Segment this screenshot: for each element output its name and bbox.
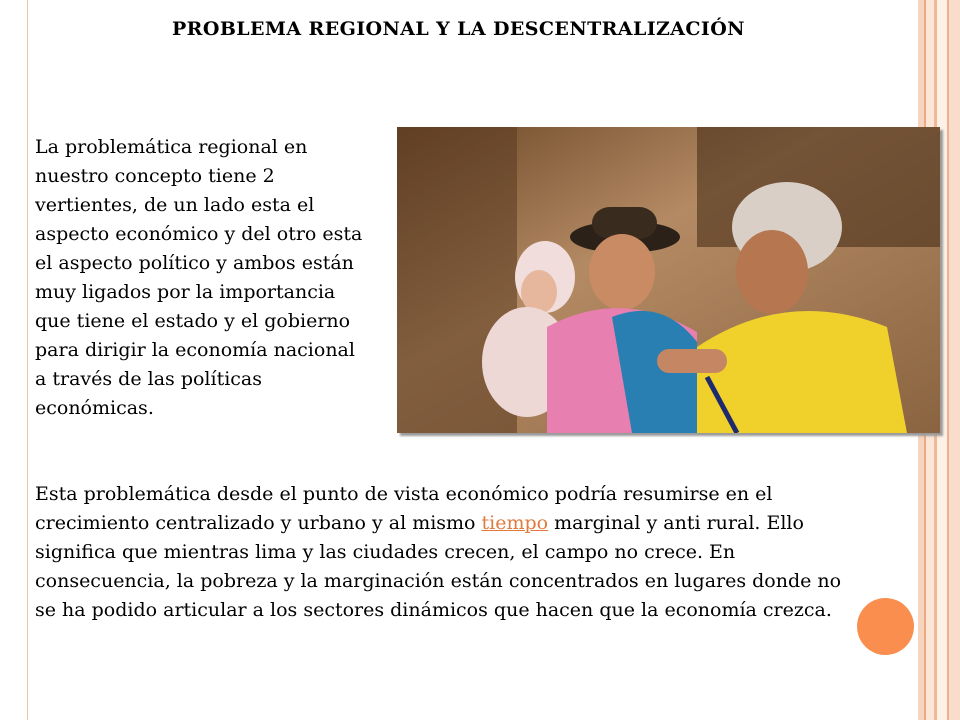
family-photo-illustration — [397, 127, 940, 433]
slide-title: PROBLEMA REGIONAL Y LA DESCENTRALIZACIÓN — [172, 18, 745, 40]
main-paragraph-text-after: marginal y anti rural. Ello significa que mientras lima y las ciudades crecen, el campo no crece. En consecuencia, la pobreza y la marginación están concentrados en lugares donde no se ha podido articular a los sectores dinámicos que hacen que la economía crezca. — [35, 512, 842, 621]
right-decorative-band — [949, 0, 960, 720]
family-photo — [397, 127, 940, 433]
decorative-orange-circle — [857, 598, 914, 655]
main-paragraph-text-before: Esta problemática desde el punto de vista económico podría resumirse en el crecimiento centralizado y urbano y al mismo — [35, 483, 773, 534]
tiempo-link[interactable]: tiempo — [481, 512, 549, 534]
left-border-line — [27, 0, 28, 720]
intro-paragraph: La problemática regional en nuestro concepto tiene 2 vertientes, de un lado esta el aspecto económico y del otro esta el aspecto político y ambos están muy ligados por la importancia que tiene el estado y el gobierno para dirigir la economía nacional a través de las políticas económicas. — [35, 136, 363, 419]
main-paragraph — [35, 480, 865, 625]
